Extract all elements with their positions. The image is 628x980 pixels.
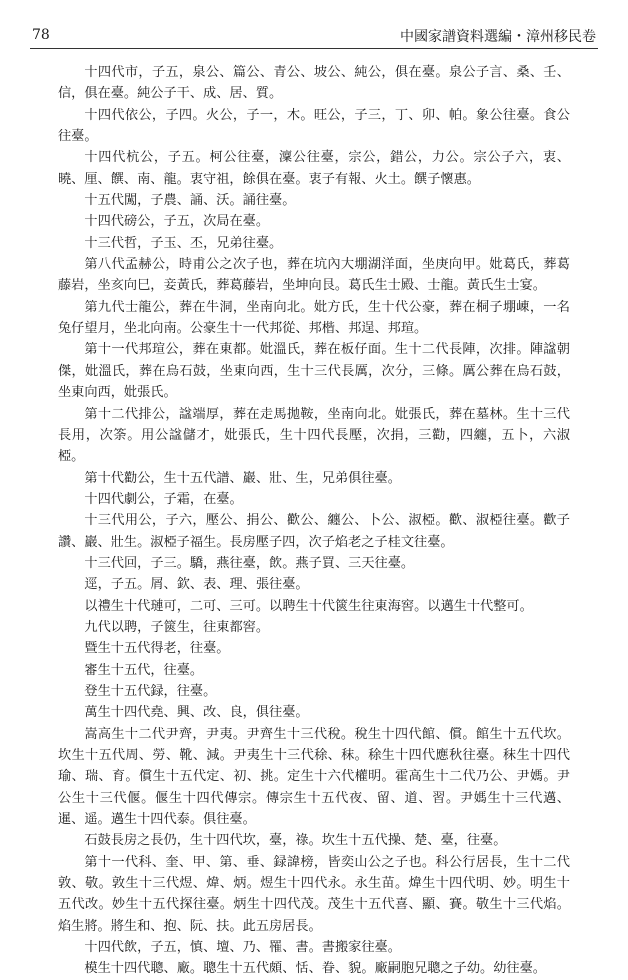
running-title: 中國家譜資料選編・漳州移民卷 (400, 29, 596, 45)
body-text (58, 62, 570, 980)
paragraph: 石鼓長房之長仍，生十四代坎，臺，祿。坎生十五代操、楚、臺，往臺。 (84, 833, 507, 849)
paragraph: 第十代勸公，生十五代譜、巖、壯、生，兄弟俱往臺。 (84, 470, 401, 486)
paragraph: 以禮生十代璉可，二可、三可。以聘生十代篋生往東海窖。以邁生十代整可。 (84, 598, 533, 614)
paragraph: 第十一代邦瑄公，葬在東都。妣溫氏，葬在板仔面。生十二代長陣，次排。陣諡朝傑，妣溫氏，葬在烏石鼓，坐東向西，生十三代長厲，次分，三條。厲公葬在烏石鼓，坐東向西，妣張氏。 (58, 342, 570, 401)
paragraph: 第十二代排公，諡端厚，葬在走馬拋鞍，坐南向北。妣張氏，葬在墓林。生十三代長用，次筡。用公諡儲才，妣張氏，生十四代長壓，次捐，三勸，四纏，五卜，六淑椏。 (58, 406, 570, 465)
paragraph: 十四代杭公，子五。柯公往臺，澟公往臺，宗公，錯公，力公。宗公子六，衷、曉、厘、饌、南、龍。衷守祖，餘俱在臺。衷子有報、火土。饌子懷惠。 (58, 150, 570, 187)
paragraph: 登生十五代録，往臺。 (84, 683, 217, 699)
paragraph: 十四代磅公，子五，次局在臺。 (84, 214, 270, 230)
paragraph: 暨生十五代得老，往臺。 (84, 641, 230, 657)
paragraph: 十三代回，子三。驕，燕往臺，飲。燕子買、三天往臺。 (84, 555, 415, 571)
paragraph: 審生十五代，往臺。 (84, 662, 204, 678)
page-number: 78 (32, 27, 50, 43)
paragraph: 第九代士龍公，葬在牛洞，坐南向北。妣方氏，生十代公豪，葬在桐子堋崠，一名兔仔望月，坐北向南。公豪生十一代邦從、邦楷、邦逞、邦瑄。 (58, 299, 570, 337)
paragraph: 十三代用公，子六，壓公、捐公、歡公、纏公、卜公、淑椏。歡、淑椏往臺。歡子讚、巖、壯生。淑椏子福生。長房壓子四，次子焰老之子桂文往臺。 (58, 513, 570, 550)
paragraph: 十四代依公，子四。火公，子一，木。旺公，子三，丁、卯、帕。象公往臺。食公往臺。 (58, 107, 570, 145)
paragraph: 萬生十四代堯、興、改、良，俱往臺。 (84, 705, 309, 721)
paragraph: 九代以聘，子篋生，往東都窖。 (84, 619, 270, 635)
paragraph: 第十一代科、奎、甲、第、垂、録諱榜，皆奕山公之子也。科公行居長，生十二代敦、敬。敦生十三代煜、煒、炳。煜生十四代永。永生苗。煒生十四代明、妙。明生十五代改。妙生十五代探往臺。炳生十四代茂。茂生十五代喜、顯、賽。敬生十三代焰。焰生將。將生和、抱、阮、扶。此五房居長。 (58, 854, 570, 934)
paragraph: 十四代劇公，子霜，在臺。 (84, 491, 243, 507)
paragraph: 嵩高生十二代尹齊，尹夷。尹齊生十三代稅。稅生十四代館、償。館生十五代坎。坎生十五代周、勞、靴、減。尹夷生十三代稌、秣。稌生十四代應秋往臺。秣生十四代瑜、瑞、育。償生十五代定、初、挑。定生十六代權明。霍高生十二代乃公、尹媽。尹公生十三代偃。偃生十四代傳宗。傳宗生十五代夜、留、道、習。尹媽生十三代邁、暹、遥。邁生十四代泰。俱往臺。 (58, 726, 570, 828)
paragraph: 十四代飲，子五，慎、壇、乃、罹、書。書搬家往臺。 (84, 940, 401, 956)
paragraph: 第八代孟赫公，時甫公之次子也，葬在坑內大堋湖洋面，坐庚向甲。妣葛氏，葬葛藤岩，坐亥向巳，妾黃氏，葬葛藤岩，坐坤向艮。葛氏生士殿、士龍。黃氏生士宴。 (58, 257, 570, 294)
paragraph: 十四代市，子五，泉公、篇公、青公、坡公、純公，俱在臺。泉公子言、桑、壬、信，俱在臺。純公子干、成、居、質。 (58, 65, 570, 102)
paragraph: 逕，子五。屑、欽、表、理、張往臺。 (84, 577, 309, 593)
paragraph: 模生十四代聰、廠。聰生十五代頗、恬、眷、貌。廠嗣胞兄聰之子幼。幼往臺。 (84, 961, 546, 977)
paragraph: 十五代闖，子農、誦、沃。誦往臺。 (84, 193, 296, 209)
paragraph: 十三代哲，子玉、丕，兄弟往臺。 (84, 235, 283, 251)
page-header (30, 24, 598, 49)
